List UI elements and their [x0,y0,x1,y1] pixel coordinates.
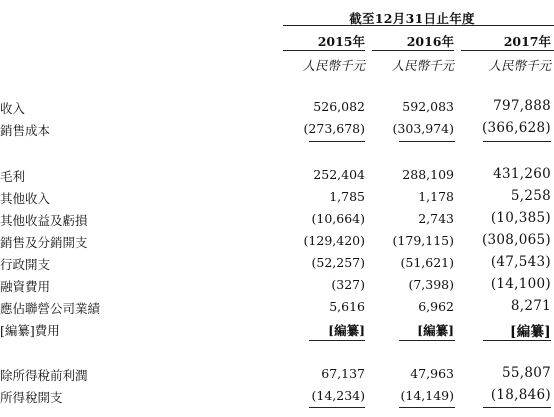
subtotal-rule [309,340,365,341]
subtotal-rule [483,340,551,341]
value-2016: 2,743 [418,211,454,226]
value-2016: 47,963 [410,366,454,381]
row-label: 所得稅開支 [0,390,63,405]
value-2016: [編纂] [417,323,454,338]
value-2015: (273,678) [303,121,365,136]
value-2016: (303,974) [392,121,454,136]
value-2017: 55,807 [501,365,551,381]
value-2017: (366,628) [481,120,551,136]
value-2016: (179,115) [392,233,454,248]
value-2017: (18,846) [490,387,551,403]
value-2015: (10,664) [311,211,365,226]
value-2015: (327) [331,277,365,292]
unit-2016: 人民幣千元 [391,58,454,73]
value-2016: 6,962 [418,299,454,314]
value-2016: (7,398) [408,277,454,292]
value-2017: (10,385) [490,210,551,226]
row-label: [編纂]費用 [0,323,60,338]
row-label: 應佔聯營公司業績 [0,301,101,316]
value-2015: (129,420) [303,233,365,248]
value-2017: 797,888 [493,98,551,114]
value-2015: (52,257) [311,255,365,270]
value-2015: 1,785 [329,189,365,204]
value-2016: (14,149) [400,388,454,403]
subtotal-rule [483,407,551,408]
value-2016: 288,109 [402,167,454,182]
subtotal-rule [399,340,455,341]
value-2017: 8,271 [510,298,551,314]
subtotal-rule [309,141,365,142]
row-label: 銷售成本 [0,123,51,138]
value-2016: 1,178 [418,189,454,204]
row-label: 毛利 [0,169,26,184]
value-2017: 431,260 [493,166,551,182]
year-2015-rule [283,50,365,51]
value-2015: 67,137 [321,366,365,381]
row-label: 行政開支 [0,257,51,272]
value-2016: (51,621) [400,255,454,270]
row-label: 銷售及分銷開支 [0,235,88,250]
value-2015: (14,234) [311,388,365,403]
subtotal-rule [399,141,455,142]
value-2016: 592,083 [402,99,454,114]
row-label: 除所得稅前利潤 [0,368,88,383]
year-2017-header: 2017年 [503,34,551,49]
value-2017: (308,065) [481,232,551,248]
value-2017: (14,100) [490,276,551,292]
year-2015-header: 2015年 [317,34,365,49]
value-2015: 5,616 [329,299,365,314]
period-title-rule [283,25,554,26]
value-2015: [編纂] [328,323,365,338]
unit-2017: 人民幣千元 [488,58,551,73]
row-label: 其他收入 [0,191,51,206]
value-2015: 526,082 [313,99,365,114]
row-label: 收入 [0,101,26,116]
unit-2015: 人民幣千元 [302,58,365,73]
row-label: 融資費用 [0,279,51,294]
value-2015: 252,404 [313,167,365,182]
value-2017: (47,543) [490,254,551,270]
subtotal-rule [309,407,365,408]
period-title: 截至12月31日止年度 [349,11,475,26]
subtotal-rule [399,407,455,408]
subtotal-rule [483,141,551,142]
row-label: 其他收益及虧損 [0,213,88,228]
year-2017-rule [461,50,554,51]
year-2016-header: 2016年 [406,34,454,49]
year-2016-rule [372,50,454,51]
value-2017: 5,258 [510,188,551,204]
value-2017: [編纂] [510,324,551,340]
